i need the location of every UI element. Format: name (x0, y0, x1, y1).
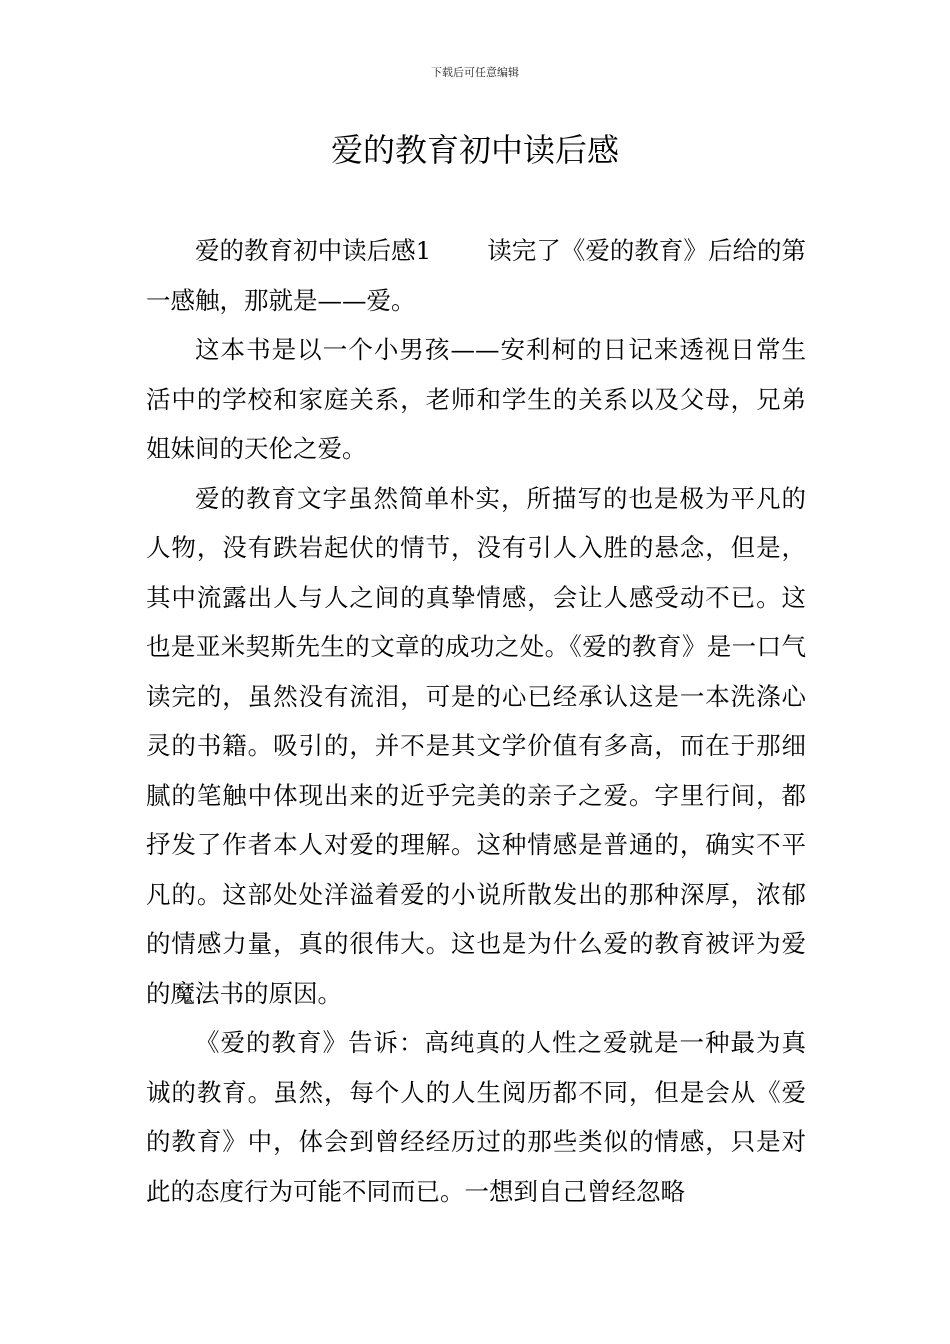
paragraph-text: 读完了《爱的教育》后给的第一感触，那就是——爱。 (146, 236, 807, 315)
document-title: 爱的教育初中读后感 (330, 131, 619, 169)
header-note: 下载后可任意编辑 (431, 66, 519, 79)
paragraph-lead: 爱的教育初中读后感1 (195, 236, 432, 265)
paragraph-4: 《爱的教育》告诉：高纯真的人性之爱就是一种最为真诚的教育。虽然，每个人的人生阅历都不同，但是会从《爱的教育》中，体会到曾经经历过的那些类似的情感，只是对此的态度行为可能不同而已。一想到自己曾经忽略 (146, 1028, 806, 1206)
paragraph-2: 这本书是以一个小男孩——安利柯的日记来透视日常生活中的学校和家庭关系，老师和学生的关系以及父母，兄弟姐妹间的天伦之爱。 (146, 335, 806, 463)
paragraph-1 (146, 226, 806, 325)
paragraph-3: 爱的教育文字虽然简单朴实，所描写的也是极为平凡的人物，没有跌岩起伏的情节，没有引人入胜的悬念，但是，其中流露出人与人之间的真挚情感，会让人感受动不已。这也是亚米契斯先生的文章的成功之处。《爱的教育》是一口气读完的，虽然没有流泪，可是的心已经承认这是一本洗涤心灵的书籍。吸引的，并不是其文学价值有多高，而在于那细腻的笔触中体现出来的近乎完美的亲子之爱。字里行间，都抒发了作者本人对爱的理解。这种情感是普通的，确实不平凡的。这部处处洋溢着爱的小说所散发出的那种深厚，浓郁的情感力量，真的很伟大。这也是为什么爱的教育被评为爱的魔法书的原因。 (146, 483, 806, 1008)
document-body (146, 226, 806, 1216)
